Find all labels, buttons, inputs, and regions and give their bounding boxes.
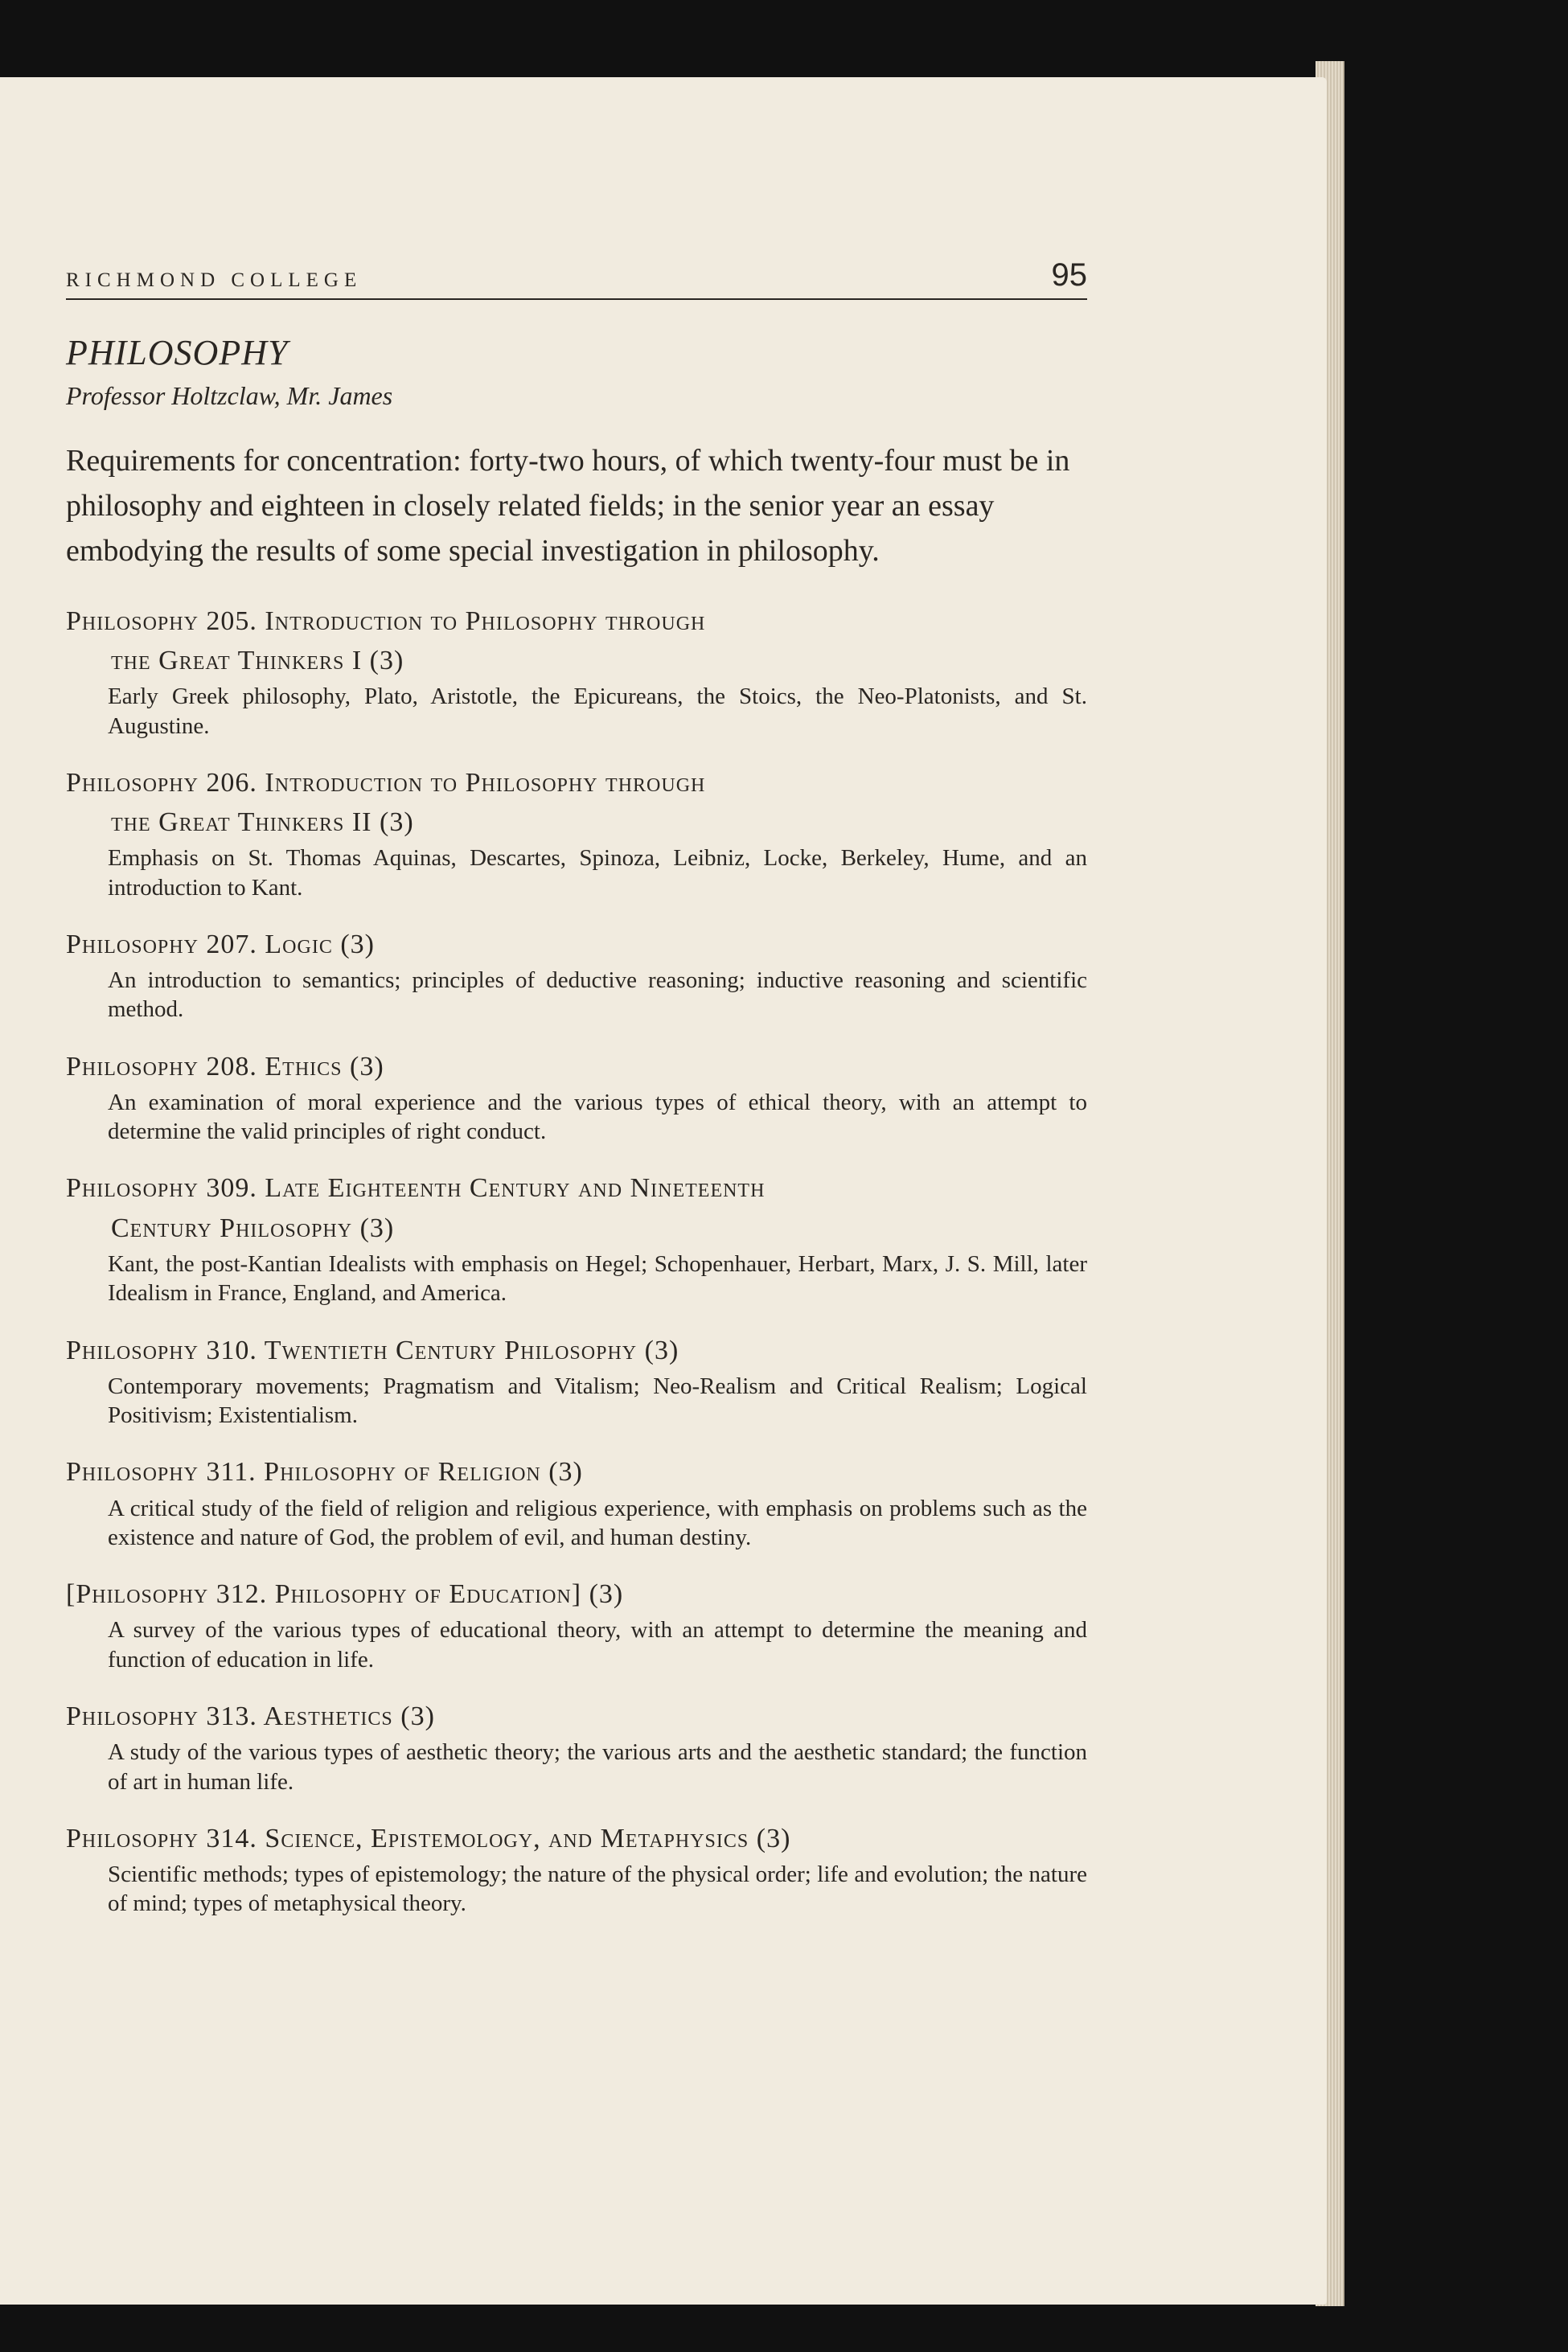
course-description: An examination of moral experience and the various types of ethical theory, with an attempt to determine the valid principles of right conduct. <box>108 1089 1087 1145</box>
course-entry <box>66 1168 1087 1307</box>
course-heading-line: Philosophy 208. Ethics (3) <box>66 1051 384 1082</box>
course-heading <box>66 763 1087 843</box>
course-heading-continuation: Century Philosophy (3) <box>111 1213 395 1243</box>
course-entry <box>66 1331 1087 1430</box>
course-heading <box>66 1047 1087 1086</box>
running-head <box>66 245 1087 300</box>
course-entry <box>66 1574 1087 1674</box>
course-entry <box>66 1452 1087 1552</box>
course-heading <box>66 1697 1087 1736</box>
course-heading-line: Philosophy 313. Aesthetics (3) <box>66 1701 435 1731</box>
faculty-line: Professor Holtzclaw, Mr. James <box>66 381 393 410</box>
course-list <box>66 601 1087 1919</box>
course-entry <box>66 1697 1087 1796</box>
course-heading <box>66 601 1087 681</box>
course-description: Contemporary movements; Pragmatism and Vitalism; Neo-Realism and Critical Realism; Logical Positivism; Existentialism. <box>108 1373 1087 1429</box>
page-number: 95 <box>1051 257 1087 293</box>
course-description: Scientific methods; types of epistemology; the nature of the physical order; life and evolution; the nature of mind; types of metaphysical theory. <box>108 1861 1087 1917</box>
course-entry <box>66 1819 1087 1919</box>
course-heading <box>66 1168 1087 1248</box>
department-title: PHILOSOPHY <box>66 333 289 372</box>
course-description: A critical study of the field of religion and religious experience, with emphasis on problems such as the existence and nature of God, the problem of evil, and human destiny. <box>108 1495 1087 1550</box>
course-heading-continuation: the Great Thinkers I (3) <box>111 646 404 675</box>
course-entry <box>66 1047 1087 1147</box>
course-heading-line: Philosophy 311. Philosophy of Religion (3) <box>66 1457 583 1488</box>
course-description: Kant, the post-Kantian Idealists with emphasis on Hegel; Schopenhauer, Herbart, Marx, J. S. Mill, later Idealism in France, England, and America. <box>108 1251 1087 1307</box>
course-heading-line: Philosophy 310. Twentieth Century Philosophy (3) <box>66 1335 679 1365</box>
course-description: Early Greek philosophy, Plato, Aristotle, the Epicureans, the Stoics, the Neo-Platonists, and St. Augustine. <box>108 683 1087 739</box>
course-entry <box>66 763 1087 902</box>
concentration-requirements: Requirements for concentration: forty-two hours, of which twenty-four must be in philosophy and eighteen in closely related fields; in the senior year an essay embodying the results of some special investigation in philosophy. <box>66 444 1070 569</box>
course-heading-line: Philosophy 314. Science, Epistemology, and Metaphysics (3) <box>66 1823 791 1853</box>
course-description: A study of the various types of aesthetic theory; the various arts and the aesthetic standard; the function of art in human life. <box>108 1739 1087 1795</box>
course-entry <box>66 601 1087 741</box>
course-heading-line: Philosophy 309. Late Eighteenth Century and Nineteenth <box>66 1173 766 1204</box>
course-heading-line: [Philosophy 312. Philosophy of Education] (3) <box>66 1579 624 1610</box>
page-content <box>66 245 1087 1941</box>
running-head-title: RICHMOND COLLEGE <box>66 269 363 291</box>
course-description: An introduction to semantics; principles of deductive reasoning; inductive reasoning and scientific method. <box>108 967 1087 1023</box>
course-entry <box>66 925 1087 1024</box>
course-heading-line: Philosophy 206. Introduction to Philosophy through <box>66 767 706 798</box>
course-heading <box>66 1331 1087 1370</box>
course-description: Emphasis on St. Thomas Aquinas, Descartes, Spinoza, Leibniz, Locke, Berkeley, Hume, and an introduction to Kant. <box>108 845 1087 901</box>
course-heading-line: Philosophy 205. Introduction to Philosophy through <box>66 605 706 636</box>
course-heading <box>66 1574 1087 1614</box>
course-heading <box>66 925 1087 964</box>
course-heading <box>66 1452 1087 1492</box>
course-heading-line: Philosophy 207. Logic (3) <box>66 929 375 959</box>
course-description: A survey of the various types of educational theory, with an attempt to determine the meaning and function of education in life. <box>108 1617 1087 1673</box>
course-heading-continuation: the Great Thinkers II (3) <box>111 807 414 838</box>
course-heading <box>66 1819 1087 1858</box>
